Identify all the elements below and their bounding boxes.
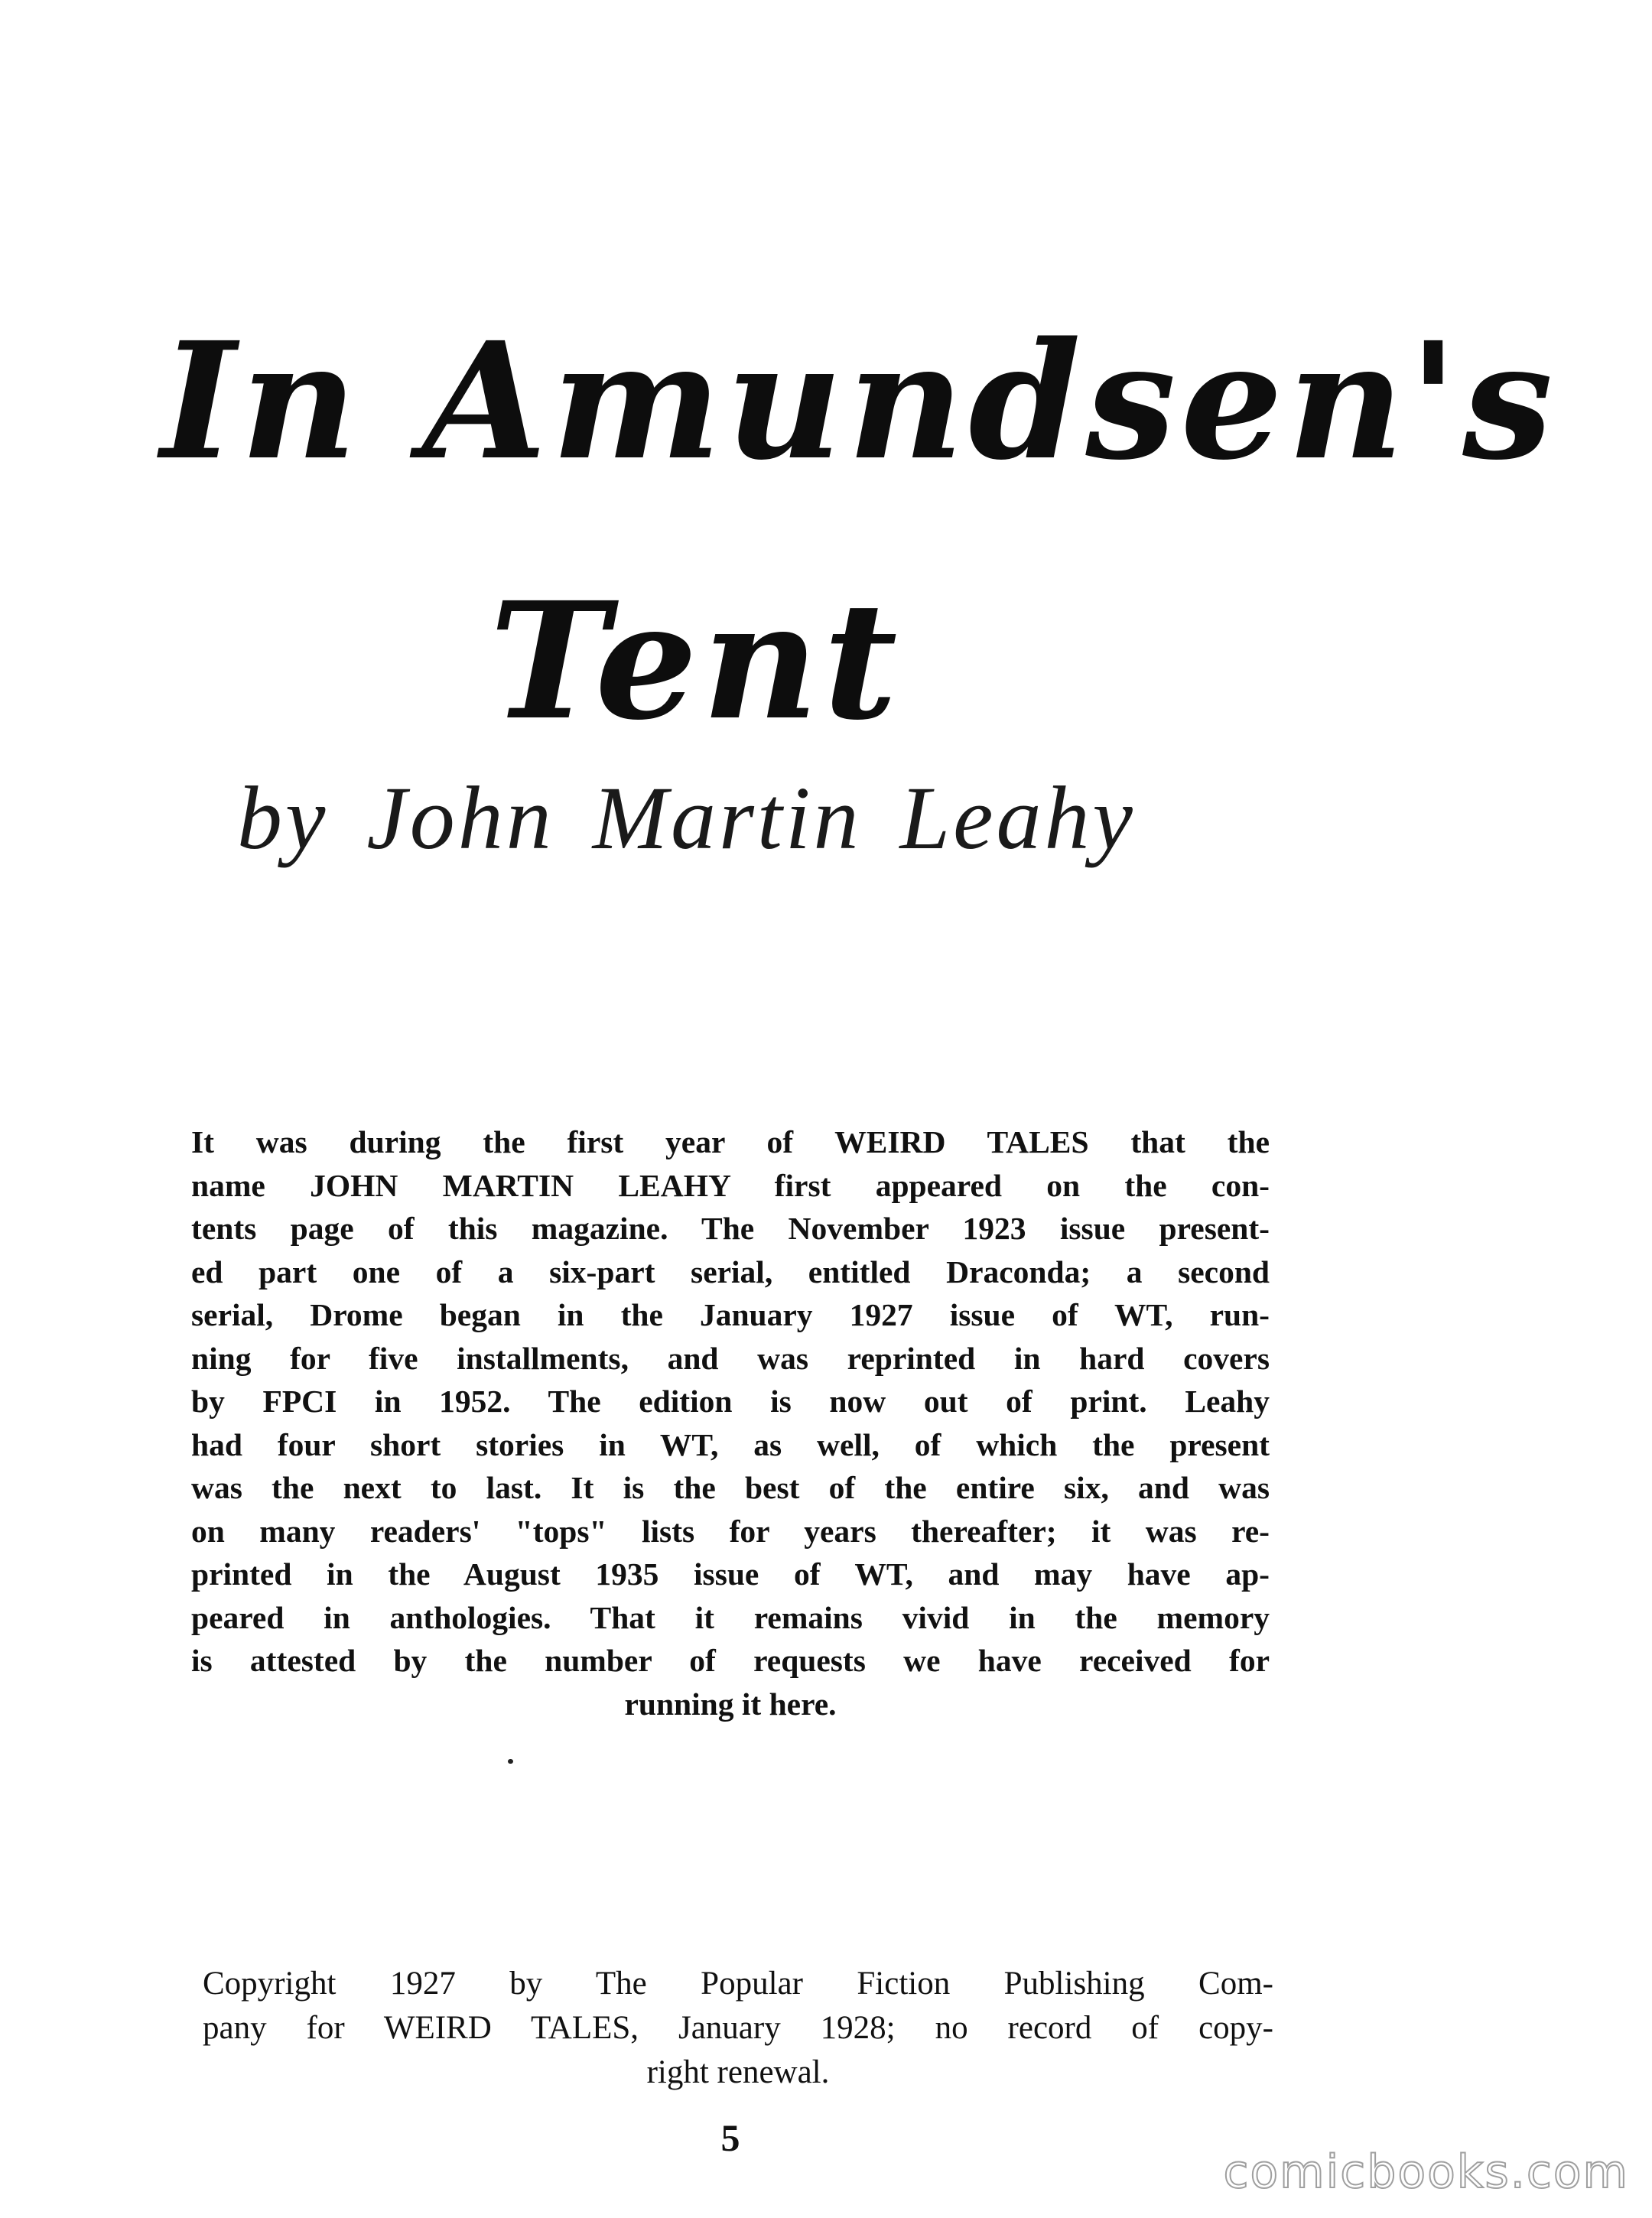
author-middle-name: Martin bbox=[592, 768, 862, 868]
author-first-name: John bbox=[366, 768, 554, 868]
site-watermark: comicbooks.com bbox=[1223, 2145, 1629, 2199]
page-number: 5 bbox=[720, 2116, 740, 2159]
intro-line: peared in anthologies. That it remains vivid in the memory bbox=[191, 1599, 1270, 1635]
story-title-line-1: In Amundsen's bbox=[161, 307, 1558, 496]
editorial-introduction bbox=[191, 1120, 1270, 1725]
byline-prefix: by bbox=[237, 768, 329, 868]
intro-line: name JOHN MARTIN LEAHY first appeared on the con- bbox=[191, 1167, 1270, 1203]
author-byline bbox=[237, 761, 1174, 876]
intro-line: tents page of this magazine. The November 1923 issue present- bbox=[191, 1211, 1270, 1246]
ink-speck bbox=[508, 1759, 513, 1764]
copyright-notice bbox=[203, 1962, 1273, 2095]
story-title-line-2: Tent bbox=[489, 567, 902, 756]
intro-line: ed part one of a six-part serial, entitled Draconda; a second bbox=[191, 1254, 1270, 1289]
intro-line: printed in the August 1935 issue of WT, and may have ap- bbox=[191, 1556, 1270, 1592]
intro-line: was the next to last. It is the best of the entire six, and was bbox=[191, 1470, 1270, 1505]
intro-line: is attested by the number of requests we have received for bbox=[191, 1643, 1270, 1678]
intro-line: by FPCI in 1952. The edition is now out of print. Leahy bbox=[191, 1384, 1270, 1419]
intro-line: had four short stories in WT, as well, of which the present bbox=[191, 1426, 1270, 1462]
intro-line: running it here. bbox=[624, 1686, 837, 1722]
copyright-line: pany for WEIRD TALES, January 1928; no record of copy- bbox=[203, 2010, 1273, 2046]
intro-line: serial, Drome began in the January 1927 issue of WT, run- bbox=[191, 1297, 1270, 1332]
intro-line: ning for five installments, and was reprinted in hard covers bbox=[191, 1340, 1270, 1376]
author-last-name: Leahy bbox=[899, 768, 1136, 868]
intro-line: on many readers' "tops" lists for years thereafter; it was re- bbox=[191, 1513, 1270, 1549]
copyright-line: Copyright 1927 by The Popular Fiction Publishing Com- bbox=[203, 1966, 1273, 2002]
intro-line: It was during the first year of WEIRD TALES that the bbox=[191, 1124, 1270, 1159]
copyright-line: right renewal. bbox=[646, 2054, 830, 2090]
